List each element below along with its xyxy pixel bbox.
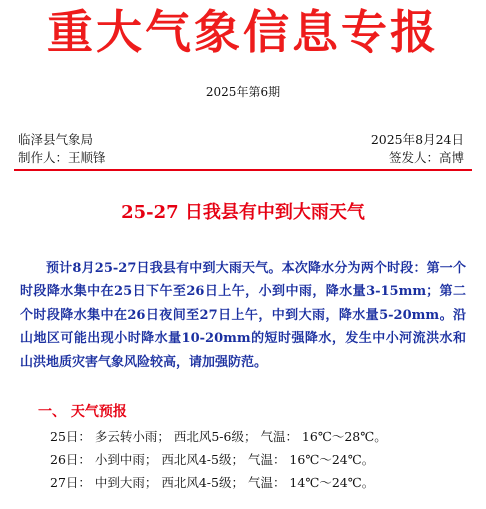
- red-divider-rule: [14, 169, 472, 171]
- forecast-line-day-27: 27日： 中到大雨； 西北风4-5级； 气温： 14℃～24℃。: [50, 475, 375, 490]
- author-signer-row: [18, 149, 464, 166]
- forecast-line-day-25: 25日： 多云转小雨； 西北风5-6级； 气温： 16℃～28℃。: [50, 429, 387, 444]
- bulletin-body-paragraph: 预计8月25-27日我县有中到大雨天气。本次降水分为两个时段：第一个时段降水集中在25日下午至26日上午，小到中雨，降水量3-15mm；第二个时段降水集中在26日夜间至27日上午，中到大雨，降水量5-20mm。沿山地区可能出现小时降水量10-20mm的短时强降水，发生中小河流洪水和山洪地质灾害气象风险较高，请加强防范。: [20, 261, 466, 370]
- signer-label: 签发人：高博: [388, 150, 464, 165]
- bulletin-headline: 25-27 日我县有中到大雨天气: [121, 202, 365, 223]
- section-title-forecast: 一、 天气预报: [38, 404, 127, 420]
- author-label: 制作人：王顺锋: [18, 150, 106, 165]
- issue-date: 2025年8月24日: [370, 132, 464, 147]
- issue-number: 2025年第6期: [205, 85, 281, 99]
- issuer-date-row: [18, 131, 464, 148]
- issuer-name: 临泽县气象局: [18, 132, 94, 147]
- masthead-title: 重大气象信息专报: [47, 5, 439, 59]
- forecast-line-day-26: 26日： 小到中雨； 西北风4-5级； 气温： 16℃～24℃。: [50, 452, 375, 467]
